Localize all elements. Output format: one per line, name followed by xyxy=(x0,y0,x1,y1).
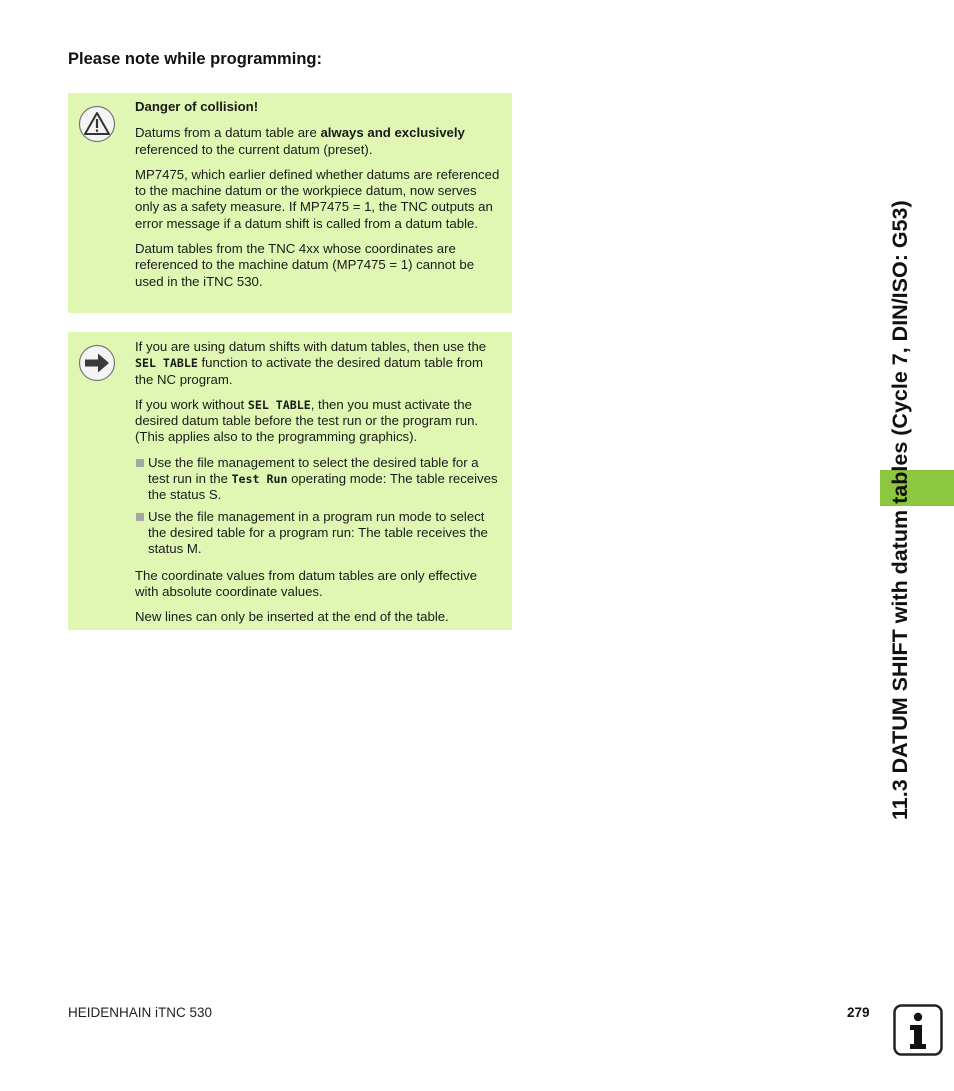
warning-title: Danger of collision! xyxy=(135,99,259,114)
warning-box xyxy=(68,93,512,313)
note-paragraph-2: If you work without SEL TABLE, then you must activate the desired datum table before the test run or the program run. (This applies also to the programming graphics). xyxy=(135,396,479,445)
warning-paragraph-2: MP7475, which earlier defined whether datums are referenced to the machine datum or the workpiece datum, now serves only as a safety measure. If MP7475 = 1, the TNC outputs an error message if a datum shift is called from a datum table. xyxy=(135,166,500,231)
page-number: 279 xyxy=(847,1005,870,1020)
note-paragraph-3: The coordinate values from datum tables are only effective with absolute coordinate values. xyxy=(135,567,478,599)
warning-paragraph-1: Datums from a datum table are always and exclusively referenced to the current datum (preset). xyxy=(135,125,465,157)
section-heading: Please note while programming: xyxy=(68,50,322,68)
note-box xyxy=(68,332,512,630)
warning-triangle-icon xyxy=(78,105,116,143)
note-paragraph-1: If you are using datum shifts with datum tables, then use the SEL TABLE function to activate the desired datum table from the NC program. xyxy=(135,339,487,387)
list-item: Use the file management to select the desired table for a test run in the Test Run operating mode: The table receives the status S. xyxy=(135,455,500,504)
note-paragraph-4: New lines can only be inserted at the end of the table. xyxy=(135,609,449,625)
bullet-square-icon xyxy=(136,459,144,467)
footer-product-name: HEIDENHAIN iTNC 530 xyxy=(68,1005,213,1020)
info-icon xyxy=(893,1004,943,1056)
list-item: Use the file management in a program run mode to select the desired table for a program run: The table receives the status M. xyxy=(135,509,500,558)
chapter-side-title: 11.3 DATUM SHIFT with datum tables (Cycle 7, DIN/ISO: G53) xyxy=(888,200,912,820)
arrow-right-icon xyxy=(78,344,116,382)
bullet-square-icon xyxy=(136,513,144,521)
warning-paragraph-3: Datum tables from the TNC 4xx whose coordinates are referenced to the machine datum (MP7475 = 1) cannot be used in the iTNC 530. xyxy=(135,241,475,289)
